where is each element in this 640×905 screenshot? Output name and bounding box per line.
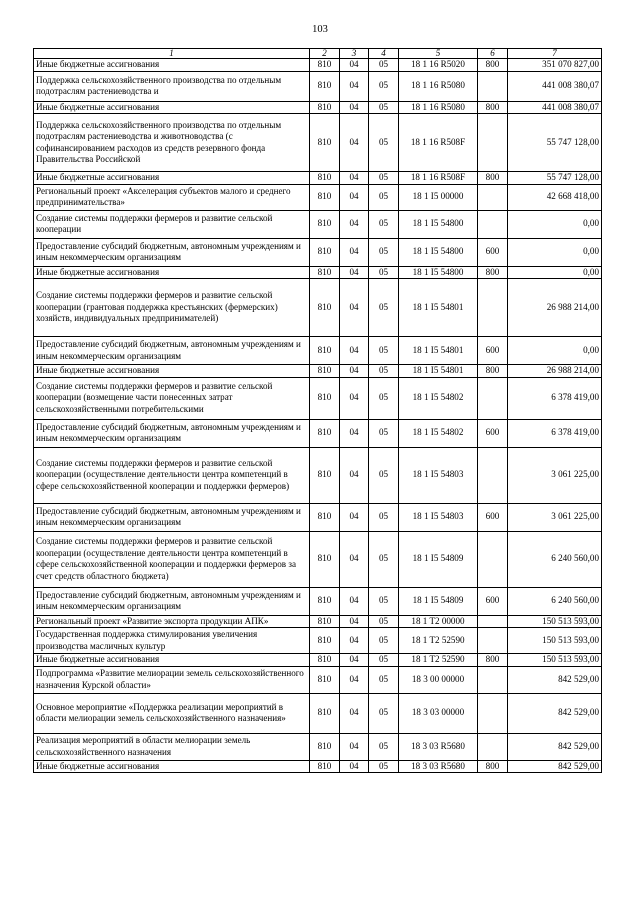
column-header: 3 xyxy=(340,49,369,59)
table-row xyxy=(34,101,602,114)
col-2-value: 810 xyxy=(310,279,340,337)
expense-type-code xyxy=(478,531,508,587)
col-4-value: 05 xyxy=(369,101,399,114)
target-article-code: 18 1 16 R508F xyxy=(399,114,478,172)
expense-type-code xyxy=(478,210,508,238)
header-row xyxy=(34,49,602,59)
col-4-value: 05 xyxy=(369,615,399,628)
row-name: Иные бюджетные ассигнования xyxy=(34,365,310,378)
col-3-value: 04 xyxy=(340,337,369,365)
col-4-value: 05 xyxy=(369,377,399,419)
row-name: Предоставление субсидий бюджетным, автономным учреждениям и иным некоммерческим организациям xyxy=(34,337,310,365)
amount-value: 3 061 225,00 xyxy=(508,503,602,531)
col-4-value: 05 xyxy=(369,184,399,210)
target-article-code: 18 3 03 R5680 xyxy=(399,760,478,773)
row-name: Региональный проект «Развитие экспорта продукции АПК» xyxy=(34,615,310,628)
amount-value: 0,00 xyxy=(508,337,602,365)
column-header: 5 xyxy=(399,49,478,59)
col-3-value: 04 xyxy=(340,531,369,587)
col-3-value: 04 xyxy=(340,184,369,210)
table-row xyxy=(34,733,602,760)
target-article-code: 18 1 I5 54800 xyxy=(399,238,478,266)
col-2-value: 810 xyxy=(310,615,340,628)
col-2-value: 810 xyxy=(310,587,340,615)
table-row xyxy=(34,531,602,587)
column-header: 2 xyxy=(310,49,340,59)
col-4-value: 05 xyxy=(369,628,399,654)
table-row xyxy=(34,71,602,101)
amount-value: 6 378 419,00 xyxy=(508,419,602,447)
target-article-code: 18 1 16 R5080 xyxy=(399,71,478,101)
col-2-value: 810 xyxy=(310,419,340,447)
row-name: Создание системы поддержки фермеров и развитие сельской кооперации xyxy=(34,210,310,238)
col-3-value: 04 xyxy=(340,279,369,337)
expense-type-code xyxy=(478,377,508,419)
expense-type-code xyxy=(478,184,508,210)
table-row xyxy=(34,654,602,667)
col-4-value: 05 xyxy=(369,666,399,693)
col-4-value: 05 xyxy=(369,210,399,238)
col-2-value: 810 xyxy=(310,377,340,419)
table-row xyxy=(34,587,602,615)
expense-type-code: 600 xyxy=(478,238,508,266)
col-4-value: 05 xyxy=(369,419,399,447)
target-article-code: 18 1 I5 54800 xyxy=(399,266,478,279)
table-row xyxy=(34,114,602,172)
col-3-value: 04 xyxy=(340,587,369,615)
target-article-code: 18 1 I5 54801 xyxy=(399,365,478,378)
row-name: Предоставление субсидий бюджетным, автономным учреждениям и иным некоммерческим организациям xyxy=(34,587,310,615)
row-name: Создание системы поддержки фермеров и развитие сельской кооперации (грантовая поддержка крестьянских (фермерских) хозяйств, индивидуальных предпринимателей) xyxy=(34,279,310,337)
amount-value: 26 988 214,00 xyxy=(508,279,602,337)
row-name: Иные бюджетные ассигнования xyxy=(34,59,310,72)
table-row xyxy=(34,628,602,654)
row-name: Создание системы поддержки фермеров и развитие сельской кооперации (осуществление деятельности центра компетенций в сфере сельскохозяйственной кооперации и поддержки фермеров за счет средств областного бюджета) xyxy=(34,531,310,587)
expense-type-code xyxy=(478,666,508,693)
table-row xyxy=(34,210,602,238)
table-row xyxy=(34,238,602,266)
row-name: Создание системы поддержки фермеров и развитие сельской кооперации (возмещение части понесенных затрат сельскохозяйственными потребительскими xyxy=(34,377,310,419)
col-4-value: 05 xyxy=(369,279,399,337)
amount-value: 842 529,00 xyxy=(508,760,602,773)
col-3-value: 04 xyxy=(340,693,369,733)
col-2-value: 810 xyxy=(310,101,340,114)
expense-type-code: 800 xyxy=(478,59,508,72)
col-3-value: 04 xyxy=(340,615,369,628)
target-article-code: 18 1 I5 54802 xyxy=(399,377,478,419)
amount-value: 6 240 560,00 xyxy=(508,531,602,587)
row-name: Подпрограмма «Развитие мелиорации земель сельскохозяйственного назначения Курской области» xyxy=(34,666,310,693)
table-row xyxy=(34,337,602,365)
target-article-code: 18 1 I5 54801 xyxy=(399,279,478,337)
expense-type-code xyxy=(478,279,508,337)
expense-type-code xyxy=(478,693,508,733)
amount-value: 55 747 128,00 xyxy=(508,114,602,172)
expense-type-code: 600 xyxy=(478,587,508,615)
table-row xyxy=(34,419,602,447)
expense-type-code xyxy=(478,447,508,503)
row-name: Иные бюджетные ассигнования xyxy=(34,172,310,185)
column-header: 6 xyxy=(478,49,508,59)
column-header: 1 xyxy=(34,49,310,59)
col-3-value: 04 xyxy=(340,365,369,378)
target-article-code: 18 1 16 R5080 xyxy=(399,101,478,114)
target-article-code: 18 1 T2 52590 xyxy=(399,654,478,667)
col-3-value: 04 xyxy=(340,238,369,266)
expense-type-code: 600 xyxy=(478,419,508,447)
col-3-value: 04 xyxy=(340,210,369,238)
target-article-code: 18 1 16 R5020 xyxy=(399,59,478,72)
col-2-value: 810 xyxy=(310,238,340,266)
col-2-value: 810 xyxy=(310,266,340,279)
amount-value: 842 529,00 xyxy=(508,693,602,733)
expense-type-code: 800 xyxy=(478,365,508,378)
row-name: Предоставление субсидий бюджетным, автономным учреждениям и иным некоммерческим организациям xyxy=(34,503,310,531)
table-row xyxy=(34,503,602,531)
expense-type-code: 600 xyxy=(478,503,508,531)
expense-type-code: 600 xyxy=(478,337,508,365)
col-2-value: 810 xyxy=(310,693,340,733)
amount-value: 0,00 xyxy=(508,266,602,279)
row-name: Иные бюджетные ассигнования xyxy=(34,266,310,279)
row-name: Создание системы поддержки фермеров и развитие сельской кооперации (осуществление деятельности центра компетенций в сфере сельскохозяйственной кооперации и поддержки фермеров) xyxy=(34,447,310,503)
col-2-value: 810 xyxy=(310,172,340,185)
amount-value: 842 529,00 xyxy=(508,733,602,760)
col-4-value: 05 xyxy=(369,114,399,172)
table-row xyxy=(34,666,602,693)
expense-type-code: 800 xyxy=(478,760,508,773)
col-4-value: 05 xyxy=(369,587,399,615)
col-3-value: 04 xyxy=(340,172,369,185)
table-row xyxy=(34,377,602,419)
col-4-value: 05 xyxy=(369,531,399,587)
col-4-value: 05 xyxy=(369,733,399,760)
target-article-code: 18 1 I5 00000 xyxy=(399,184,478,210)
col-4-value: 05 xyxy=(369,654,399,667)
table-row xyxy=(34,760,602,773)
target-article-code: 18 1 I5 54809 xyxy=(399,587,478,615)
amount-value: 55 747 128,00 xyxy=(508,172,602,185)
target-article-code: 18 3 00 00000 xyxy=(399,666,478,693)
col-4-value: 05 xyxy=(369,503,399,531)
table-row xyxy=(34,279,602,337)
expense-type-code: 800 xyxy=(478,266,508,279)
col-3-value: 04 xyxy=(340,377,369,419)
row-name: Государственная поддержка стимулирования увеличения производства масличных культур xyxy=(34,628,310,654)
col-3-value: 04 xyxy=(340,114,369,172)
target-article-code: 18 1 I5 54802 xyxy=(399,419,478,447)
page-number: 103 xyxy=(312,24,328,35)
expense-type-code: 800 xyxy=(478,101,508,114)
col-3-value: 04 xyxy=(340,447,369,503)
table-row xyxy=(34,365,602,378)
col-3-value: 04 xyxy=(340,654,369,667)
target-article-code: 18 3 03 00000 xyxy=(399,693,478,733)
col-4-value: 05 xyxy=(369,238,399,266)
table-row xyxy=(34,172,602,185)
table-row xyxy=(34,447,602,503)
target-article-code: 18 3 03 R5680 xyxy=(399,733,478,760)
amount-value: 6 378 419,00 xyxy=(508,377,602,419)
amount-value: 26 988 214,00 xyxy=(508,365,602,378)
row-name: Региональный проект «Акселерация субъектов малого и среднего предпринимательства» xyxy=(34,184,310,210)
target-article-code: 18 1 I5 54803 xyxy=(399,447,478,503)
col-4-value: 05 xyxy=(369,59,399,72)
col-2-value: 810 xyxy=(310,666,340,693)
expense-type-code: 800 xyxy=(478,654,508,667)
col-2-value: 810 xyxy=(310,503,340,531)
col-2-value: 810 xyxy=(310,760,340,773)
budget-table xyxy=(33,48,602,773)
target-article-code: 18 1 T2 52590 xyxy=(399,628,478,654)
target-article-code: 18 1 T2 00000 xyxy=(399,615,478,628)
row-name: Предоставление субсидий бюджетным, автономным учреждениям и иным некоммерческим организациям xyxy=(34,419,310,447)
col-3-value: 04 xyxy=(340,666,369,693)
amount-value: 150 513 593,00 xyxy=(508,654,602,667)
expense-type-code: 800 xyxy=(478,172,508,185)
col-3-value: 04 xyxy=(340,71,369,101)
row-name: Поддержка сельскохозяйственного производства по отдельным подотраслям растениеводства и животноводства (с софинансированием расходов из средств резервного фонда Правительства Российской xyxy=(34,114,310,172)
col-2-value: 810 xyxy=(310,71,340,101)
row-name: Иные бюджетные ассигнования xyxy=(34,760,310,773)
amount-value: 42 668 418,00 xyxy=(508,184,602,210)
table-row xyxy=(34,59,602,72)
column-header: 7 xyxy=(508,49,602,59)
col-2-value: 810 xyxy=(310,365,340,378)
col-2-value: 810 xyxy=(310,210,340,238)
row-name: Предоставление субсидий бюджетным, автономным учреждениям и иным некоммерческим организациям xyxy=(34,238,310,266)
col-2-value: 810 xyxy=(310,531,340,587)
amount-value: 441 008 380,07 xyxy=(508,71,602,101)
col-4-value: 05 xyxy=(369,337,399,365)
expense-type-code xyxy=(478,733,508,760)
table-row xyxy=(34,693,602,733)
col-4-value: 05 xyxy=(369,447,399,503)
col-2-value: 810 xyxy=(310,654,340,667)
row-name: Поддержка сельскохозяйственного производства по отдельным подотраслям растениеводства и xyxy=(34,71,310,101)
expense-type-code xyxy=(478,71,508,101)
col-3-value: 04 xyxy=(340,419,369,447)
col-2-value: 810 xyxy=(310,184,340,210)
col-3-value: 04 xyxy=(340,503,369,531)
target-article-code: 18 1 I5 54803 xyxy=(399,503,478,531)
table-row xyxy=(34,184,602,210)
expense-type-code xyxy=(478,114,508,172)
expense-type-code xyxy=(478,615,508,628)
target-article-code: 18 1 16 R508F xyxy=(399,172,478,185)
col-2-value: 810 xyxy=(310,628,340,654)
col-2-value: 810 xyxy=(310,733,340,760)
amount-value: 150 513 593,00 xyxy=(508,615,602,628)
col-2-value: 810 xyxy=(310,59,340,72)
table-row xyxy=(34,615,602,628)
col-3-value: 04 xyxy=(340,733,369,760)
amount-value: 351 070 827,00 xyxy=(508,59,602,72)
amount-value: 441 008 380,07 xyxy=(508,101,602,114)
row-name: Иные бюджетные ассигнования xyxy=(34,101,310,114)
col-2-value: 810 xyxy=(310,447,340,503)
amount-value: 842 529,00 xyxy=(508,666,602,693)
col-4-value: 05 xyxy=(369,71,399,101)
col-3-value: 04 xyxy=(340,101,369,114)
col-2-value: 810 xyxy=(310,114,340,172)
amount-value: 0,00 xyxy=(508,238,602,266)
col-3-value: 04 xyxy=(340,59,369,72)
col-4-value: 05 xyxy=(369,693,399,733)
expense-type-code xyxy=(478,628,508,654)
table-row xyxy=(34,266,602,279)
amount-value: 6 240 560,00 xyxy=(508,587,602,615)
col-3-value: 04 xyxy=(340,628,369,654)
target-article-code: 18 1 I5 54801 xyxy=(399,337,478,365)
col-3-value: 04 xyxy=(340,266,369,279)
target-article-code: 18 1 I5 54800 xyxy=(399,210,478,238)
row-name: Иные бюджетные ассигнования xyxy=(34,654,310,667)
amount-value: 150 513 593,00 xyxy=(508,628,602,654)
row-name: Реализация мероприятий в области мелиорации земель сельскохозяйственного назначения xyxy=(34,733,310,760)
col-4-value: 05 xyxy=(369,365,399,378)
col-3-value: 04 xyxy=(340,760,369,773)
col-4-value: 05 xyxy=(369,266,399,279)
column-header: 4 xyxy=(369,49,399,59)
amount-value: 3 061 225,00 xyxy=(508,447,602,503)
col-4-value: 05 xyxy=(369,760,399,773)
amount-value: 0,00 xyxy=(508,210,602,238)
row-name: Основное мероприятие «Поддержка реализации мероприятий в области мелиорации земель сельскохозяйственного назначения» xyxy=(34,693,310,733)
col-2-value: 810 xyxy=(310,337,340,365)
col-4-value: 05 xyxy=(369,172,399,185)
target-article-code: 18 1 I5 54809 xyxy=(399,531,478,587)
